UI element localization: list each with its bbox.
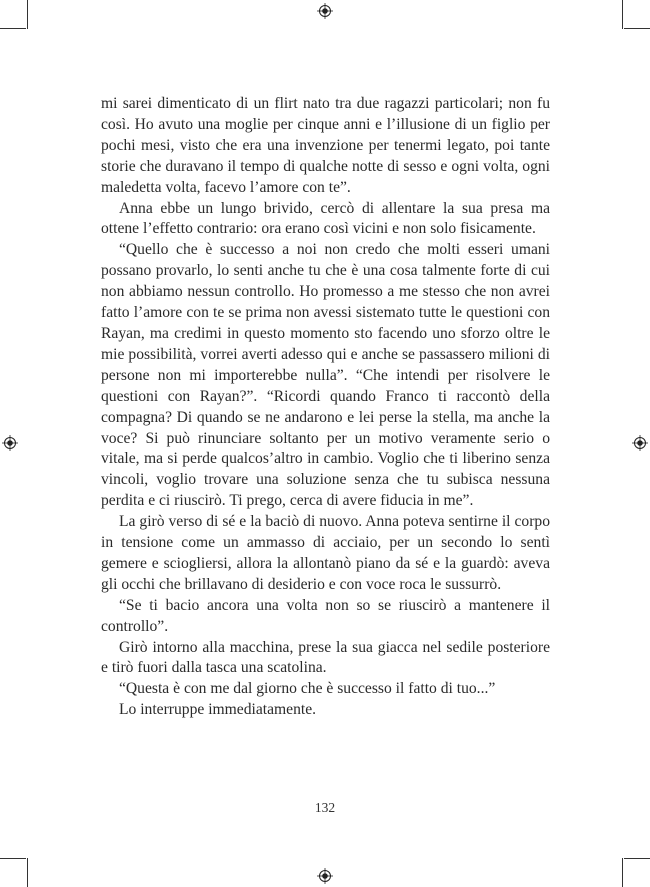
body-text — [101, 94, 550, 721]
paragraph: Lo interruppe immediatamente. — [119, 701, 317, 719]
registration-mark-bottom-icon — [317, 868, 333, 884]
page-number: 132 — [314, 800, 336, 815]
registration-mark-left-icon — [2, 435, 18, 451]
crop-mark-bottom-right-horizontal — [624, 858, 650, 859]
crop-mark-bottom-left-horizontal — [0, 858, 26, 859]
registration-mark-right-icon — [632, 435, 648, 451]
crop-mark-top-right-vertical — [622, 0, 623, 29]
paragraph: “Se ti bacio ancora una volta non so se riuscirò a mantenere il controllo”. — [101, 596, 550, 635]
paragraph: Girò intorno alla macchina, prese la sua giacca nel sedile posteriore e tirò fuori dalla tasca una scatolina. — [101, 638, 550, 677]
paragraph: Anna ebbe un lungo brivido, cercò di allentare la sua presa ma ottene l’effetto contrario: ora erano così vicini e non solo fisicamente. — [101, 199, 550, 238]
crop-mark-bottom-left-vertical — [27, 858, 28, 887]
crop-mark-top-right-horizontal — [624, 28, 650, 29]
crop-mark-top-left-horizontal — [0, 28, 26, 29]
crop-mark-top-left-vertical — [27, 0, 28, 29]
paragraph: “Quello che è successo a noi non credo che molti esseri umani possano provarlo, lo senti anche tu che è una cosa talmente forte di cui non abbiamo nessun controllo. Ho promesso a me stesso che non avrei fatto l’amore con te se prima non avessi sistemato tutte le questioni con Rayan, ma credimi in questo momento sto facendo uno sforzo oltre le mie possibilità, vorrei averti adesso qui e anche se passassero milioni di persone non mi importerebbe nulla”. “Che intendi per risolvere le questioni con Rayan?”. “Ricordi quando Franco ti raccontò della compagna? Di quando se ne andarono e lei perse la stella, ma anche la voce? Si può rinunciare soltanto per un motivo veramente serio o vitale, ma si perde qualcos’altro in cambio. Voglio che ti liberino senza vincoli, voglio trovare una soluzione senza che tu subisca nessuna perdita e ci riuscirò. Ti prego, cerca di avere fiducia in me”. — [101, 241, 550, 510]
paragraph: La girò verso di sé e la baciò di nuovo. Anna poteva sentirne il corpo in tensione come un ammasso di acciaio, per un secondo lo sentì gemere e sciogliersi, allora la allontanò piano da sé e la guardò: aveva gli occhi che brillavano di desiderio e con voce roca le sussurrò. — [101, 513, 550, 593]
crop-mark-bottom-right-vertical — [622, 858, 623, 887]
registration-mark-top-icon — [317, 3, 333, 19]
paragraph: mi sarei dimenticato di un flirt nato tra due ragazzi particolari; non fu così. Ho avuto una moglie per cinque anni e l’illusione di un figlio per pochi mesi, visto che era una invenzione per tenermi legato, poi tante storie che duravano il tempo di qualche notte di sesso e ogni volta, ogni maledetta volta, facevo l’amore con te”. — [101, 95, 550, 196]
paragraph: “Questa è con me dal giorno che è successo il fatto di tuo...” — [119, 680, 496, 698]
